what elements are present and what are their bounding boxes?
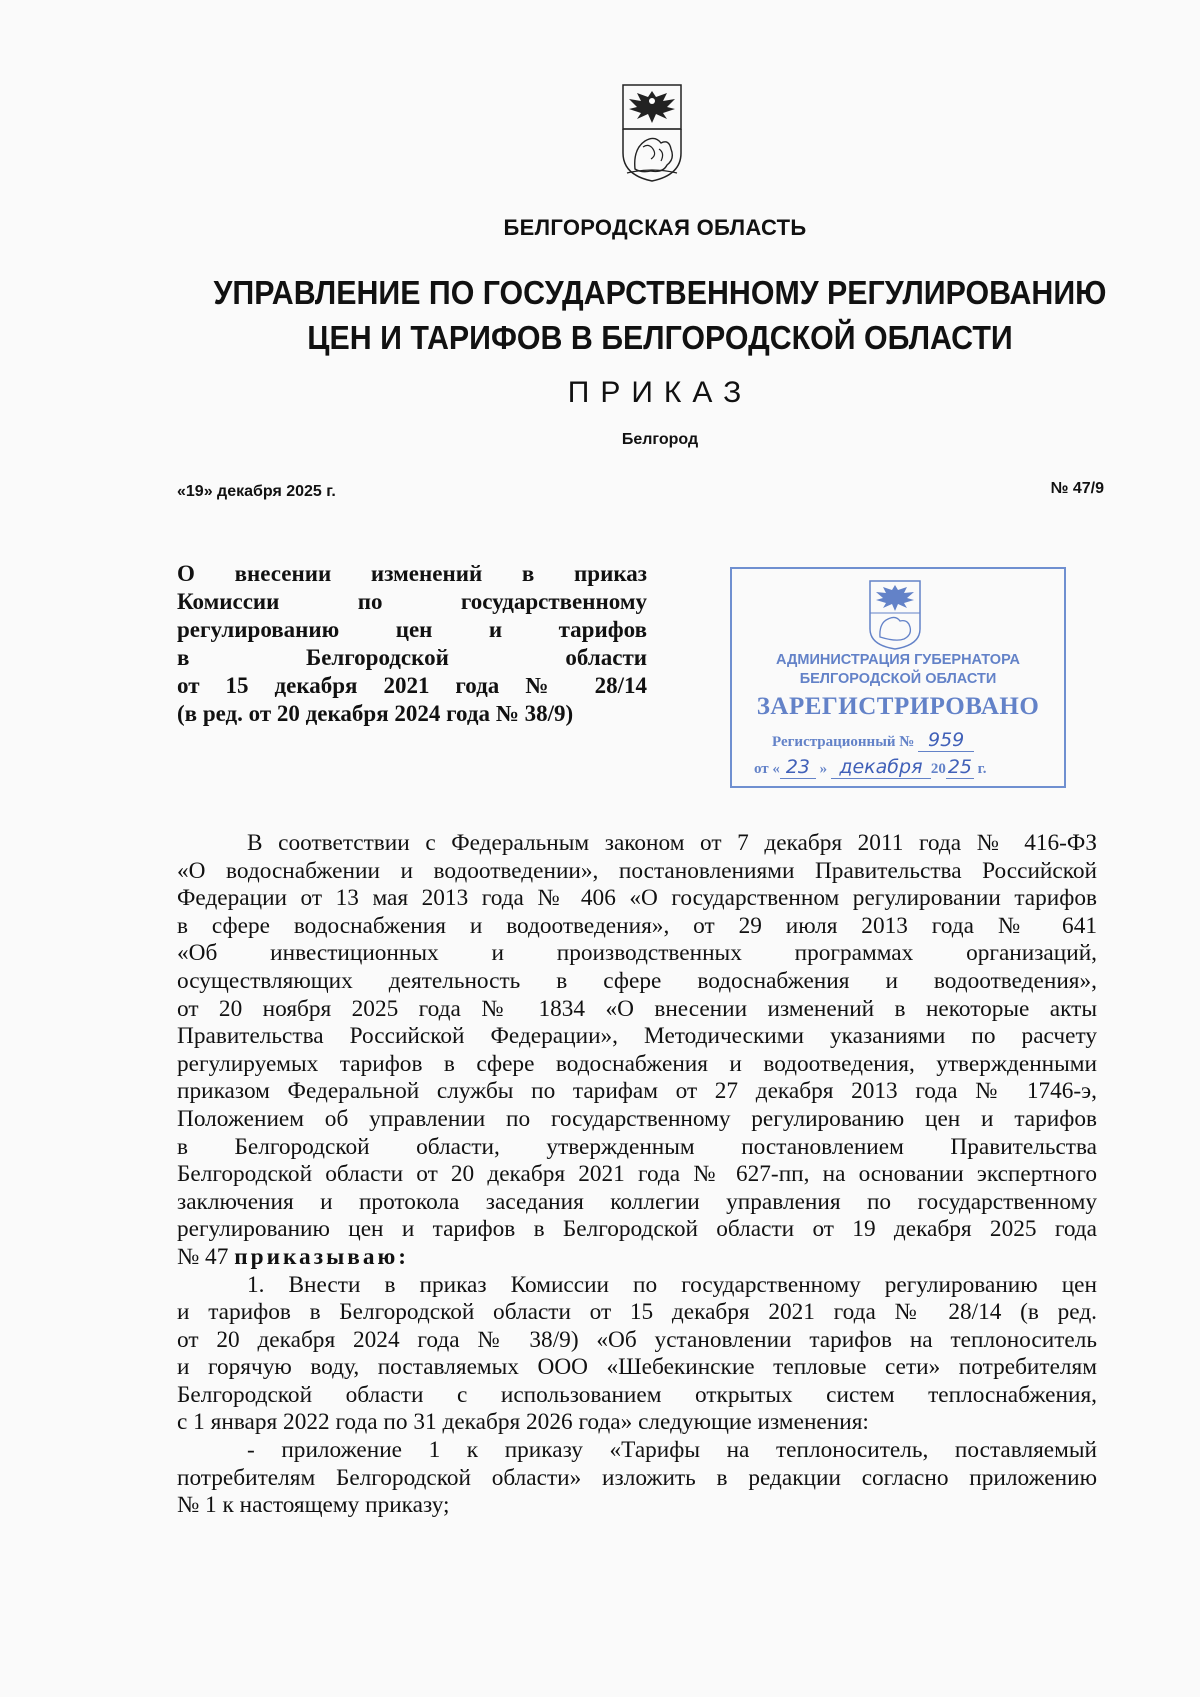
paragraph-subitem [177, 1437, 1097, 1520]
region-name: БЕЛГОРОДСКАЯ ОБЛАСТЬ [503, 215, 807, 240]
stamp-year-prefix: 20 [930, 761, 946, 777]
order-verb: приказываю: [234, 1243, 410, 1270]
body-line: от 20 декабря 2024 года № 38/9) «Об установлении тарифов на теплоноситель [177, 1326, 1097, 1353]
body-line: «Об инвестиционных и производственных программах организаций, [177, 940, 1097, 967]
body-line: № 1 к настоящему приказу; [177, 1492, 450, 1519]
stamp-reg-label: Регистрационный № [772, 734, 915, 750]
subject-line: в Белгородской области [177, 645, 647, 670]
stamp-day-handwritten: 23 [780, 756, 816, 779]
stamp-year-handwritten: 25 [947, 756, 973, 778]
body-line: приказом Федеральной службы по тарифам от 27 декабря 2013 года № 1746-э, [177, 1078, 1097, 1105]
body-line: и тарифов в Белгородской области от 15 декабря 2021 года № 28/14 (в ред. [177, 1299, 1097, 1326]
subject-line: регулированию цен и тарифов [177, 617, 647, 642]
order-number-ref: № 47 [177, 1243, 235, 1270]
body-line: Правительства Российской Федерации», Методическими указаниями по расчету [177, 1023, 1097, 1050]
body-line: с 1 января 2022 года по 31 декабря 2026 года» следующие изменения: [177, 1409, 869, 1436]
body-line: и горячую воду, поставляемых ООО «Шебекинские тепловые сети» потребителям [177, 1354, 1097, 1381]
document-type: ПРИКАЗ [567, 376, 753, 409]
document-number: № 47/9 [1050, 480, 1104, 497]
stamp-emblem-icon [866, 579, 924, 651]
body-line: Белгородской области от 20 декабря 2021 года № 627-пп, на основании экспертного [177, 1161, 1097, 1188]
stamp-month-handwritten: декабря [831, 756, 931, 779]
stamp-registered-label: ЗАРЕГИСТРИРОВАНО [756, 693, 1040, 720]
stamp-registration-date [754, 756, 987, 779]
document-date: «19» декабря 2025 г. [177, 483, 336, 500]
stamp-year-suffix: г. [977, 761, 987, 777]
stamp-date-prefix: от « [754, 761, 780, 777]
body-line: Положением об управлении по государственному регулированию цен и тарифов [177, 1105, 1097, 1132]
body-line: Федерации от 13 мая 2013 года № 406 «О государственном регулировании тарифов [177, 885, 1097, 912]
subject-line: Комиссии по государственному [177, 589, 647, 614]
body-line: потребителям Белгородской области» изложить в редакции согласно приложению [177, 1464, 1097, 1491]
body-line: В соответствии с Федеральным законом от 7 декабря 2011 года № 416-ФЗ [247, 830, 1097, 856]
stamp-line-region: БЕЛГОРОДСКОЙ ОБЛАСТИ [799, 671, 997, 687]
agency-name [200, 270, 1120, 360]
agency-name-line1: УПРАВЛЕНИЕ ПО ГОСУДАРСТВЕННОМУ РЕГУЛИРОВАНИЮ [213, 274, 1107, 311]
stamp-registration-number [772, 729, 974, 752]
body-line: в сфере водоснабжения и водоотведения», от 29 июля 2013 года № 641 [177, 912, 1097, 939]
body-line: Белгородской области с использованием открытых систем теплоснабжения, [177, 1381, 1097, 1408]
subject-line: от 15 декабря 2021 года № 28/14 [177, 673, 647, 698]
subject-line: (в ред. от 20 декабря 2024 года № 38/9) [177, 701, 574, 726]
body-line: регулируемых тарифов в сфере водоснабжения и водоотведения, утвержденными [177, 1050, 1097, 1077]
coat-of-arms-emblem [615, 83, 689, 183]
body-line: «О водоснабжении и водоотведении», постановлениями Правительства Российской [177, 857, 1097, 884]
city: Белгород [621, 431, 699, 448]
stamp-reg-number-handwritten: 959 [918, 729, 974, 752]
body-line: осуществляющих деятельность в сфере водоснабжения и водоотведения», [177, 967, 1097, 994]
body-line: в Белгородской области, утвержденным постановлением Правительства [177, 1133, 1097, 1160]
document-subject [177, 560, 647, 728]
stamp-line-administration: АДМИНИСТРАЦИЯ ГУБЕРНАТОРА [776, 652, 1020, 668]
agency-name-line2: ЦЕН И ТАРИФОВ В БЕЛГОРОДСКОЙ ОБЛАСТИ [307, 319, 1013, 356]
body-line: регулированию цен и тарифов в Белгородской области от 19 декабря 2025 года [177, 1216, 1097, 1243]
registration-stamp [730, 567, 1066, 788]
document-body [177, 830, 1097, 1520]
body-line: заключения и протокола заседания коллегии управления по государственному [177, 1188, 1097, 1215]
body-line: - приложение 1 к приказу «Тарифы на теплоноситель, поставляемый [247, 1437, 1097, 1464]
paragraph-item-1 [177, 1272, 1097, 1438]
body-line: от 20 ноября 2025 года № 1834 «О внесении изменений в некоторые акты [177, 995, 1097, 1022]
paragraph-preamble [177, 830, 1097, 1272]
body-line-order [177, 1244, 1097, 1272]
subject-line: О внесении изменений в приказ [177, 561, 647, 586]
body-line: 1. Внести в приказ Комиссии по государственному регулированию цен [247, 1271, 1097, 1298]
stamp-date-mid: » [819, 761, 828, 777]
